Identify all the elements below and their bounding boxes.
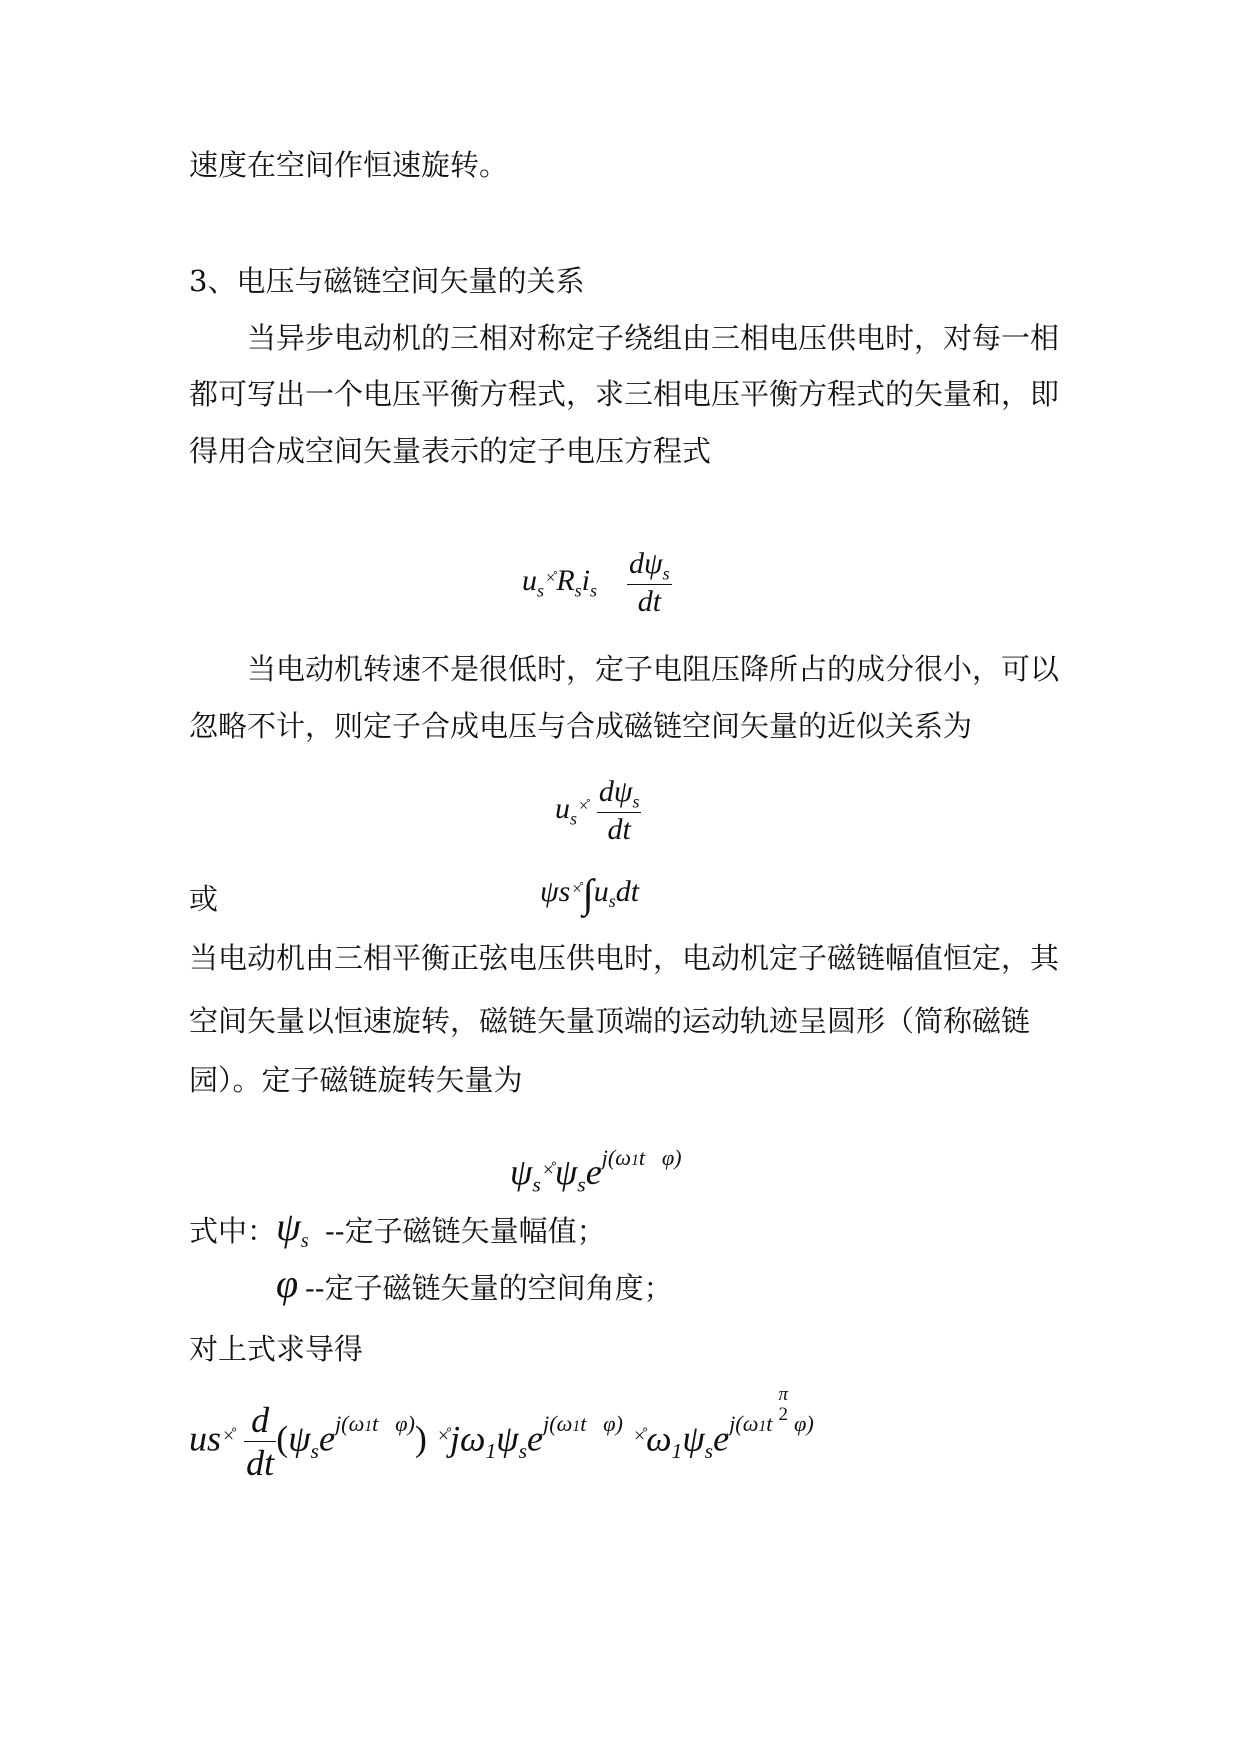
- paragraph-line: 空间矢量以恒速旋转，磁链矢量顶端的运动轨迹呈圆形（简称磁链: [189, 1004, 1031, 1038]
- paragraph-line: 当电动机转速不是很低时，定子电阻压降所占的成分很小，可以: [247, 652, 1060, 686]
- paragraph-line: 都可写出一个电压平衡方程式，求三相电压平衡方程式的矢量和，即: [189, 377, 1060, 411]
- paragraph-line: 当异步电动机的三相对称定子绕组由三相电压供电时，对每一相: [247, 321, 1060, 355]
- paragraph-continuation: 速度在空间作恒速旋转。: [189, 148, 509, 182]
- where-description-1: --定子磁链矢量幅值；: [325, 1214, 606, 1248]
- paragraph-line: 忽略不计，则定子合成电压与合成磁链空间矢量的近似关系为: [189, 709, 973, 743]
- where-description-2: --定子磁链矢量的空间角度；: [305, 1271, 673, 1305]
- equation-approx-voltage: $u_s^{\times̊}$ $\frac{d\psi_s}{dt}$: [555, 775, 640, 847]
- equation-stator-voltage: $u_s^{\times̊}R_si_s$ $\frac{d\psi_s}{dt}$: [522, 547, 670, 619]
- paragraph-line: 园）。定子磁链旋转矢量为: [189, 1063, 523, 1097]
- paragraph-line: 对上式求导得: [189, 1332, 364, 1366]
- psi-s-symbol: $\psi_s$: [276, 1204, 309, 1252]
- where-label: 式中：: [189, 1214, 277, 1248]
- or-label: 或: [189, 882, 219, 916]
- phi-symbol: φ: [276, 1261, 299, 1306]
- equation-flux-integral: ψs $^{\times̊}\int u_sdt$: [540, 871, 640, 916]
- equation-derivative: us ×̊ $\frac{d}{dt}$ $(\psi_se^{j(\omega 1t \varphi)})$ $^{\times̊}j\omega_1\psi_se^{j(\omega 1t \varphi)}$ $^{\times̊}\omega_1\psi_se^{j(\omega 1t\pi 2 \varphi)}$: [189, 1384, 814, 1484]
- paragraph-line: 得用合成空间矢量表示的定子电压方程式: [189, 434, 712, 468]
- section-heading: 3、电压与磁链空间矢量的关系: [189, 264, 585, 298]
- equation-flux-rotating-vector: $\psi_s^{\times̊}\psi_se^{j(\omega 1t \varphi)}$: [510, 1145, 682, 1197]
- paragraph-line: 当电动机由三相平衡正弦电压供电时，电动机定子磁链幅值恒定，其: [189, 941, 1060, 975]
